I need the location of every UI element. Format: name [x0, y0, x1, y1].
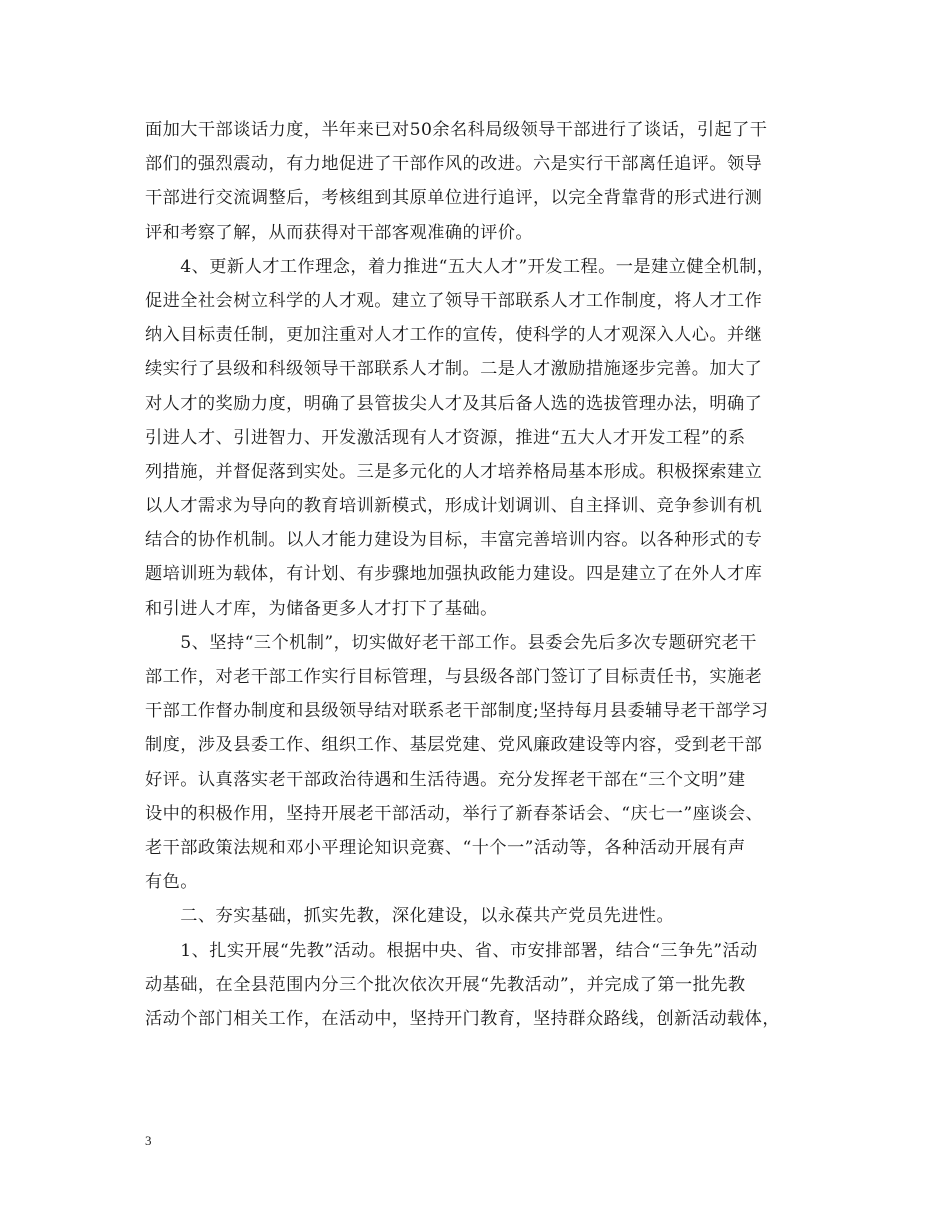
- text-line: 列措施，并督促落到实处。三是多元化的人才培养格局基本形成。积极探索建立: [145, 461, 763, 482]
- text-line: 干部工作督办制度和县级领导结对联系老干部制度;坚持每月县委辅导老干部学习: [145, 701, 769, 722]
- text-line: 1、扎实开展“先教”活动。根据中央、省、市安排部署，结合“三争先”活动: [145, 940, 758, 961]
- text-line: 干部进行交流调整后，考核组到其原单位进行追评，以完全背靠背的形式进行测: [145, 188, 763, 209]
- page-number: 3: [145, 1133, 152, 1148]
- text-line: 部工作，对老干部工作实行目标管理，与县级各部门签订了目标责任书，实施老: [145, 667, 763, 687]
- text-line: 以人才需求为导向的教育培训新模式，形成计划调训、自主择训、竞争参训有机: [145, 496, 763, 517]
- text-line: 面加大干部谈话力度，半年来已对50余名科局级领导干部进行了谈话，引起了干: [145, 120, 768, 140]
- text-line: 续实行了县级和科级领导干部联系人才制。二是人才激励措施逐步完善。加大了: [145, 359, 763, 380]
- text-line: 题培训班为载体，有计划、有步骤地加强执政能力建设。四是建立了在外人才库: [145, 564, 763, 585]
- document-body: [145, 113, 810, 1036]
- text-line: 好评。认真落实老干部政治待遇和生活待遇。充分发挥老干部在“三个文明”建: [145, 769, 746, 790]
- text-line: 4、更新人才工作理念，着力推进“五大人才”开发工程。一是建立健全机制，: [145, 256, 775, 277]
- text-line: 有色。: [145, 872, 198, 893]
- text-line: 活动个部门相关工作，在活动中，坚持开门教育，坚持群众路线，创新活动载体，: [145, 1008, 780, 1029]
- text-line: 制度，涉及县委工作、组织工作、基层党建、党风廉政建设等内容，受到老干部: [145, 735, 763, 756]
- text-line: 促进全社会树立科学的人才观。建立了领导干部联系人才工作制度，将人才工作: [145, 290, 763, 311]
- text-line: 老干部政策法规和邓小平理论知识竞赛、“十个一”活动等，各种活动开展有声: [145, 837, 746, 858]
- text-line: 对人才的奖励力度，明确了县管拔尖人才及其后备人选的选拔管理办法，明确了: [145, 393, 763, 414]
- text-line: 结合的协作机制。以人才能力建设为目标，丰富完善培训内容。以各种形式的专: [145, 530, 763, 551]
- text-line: 动基础，在全县范围内分三个批次依次开展“先教活动”，并完成了第一批先教: [145, 974, 746, 995]
- text-line: 纳入目标责任制，更加注重对人才工作的宣传，使科学的人才观深入人心。并继: [145, 325, 763, 346]
- text-line: 引进人才、引进智力、开发激活现有人才资源，推进“五大人才开发工程”的系: [145, 427, 746, 448]
- text-line: 设中的积极作用，坚持开展老干部活动，举行了新春茶话会、“庆七一”座谈会、: [145, 803, 764, 824]
- text-line: 二、夯实基础，抓实先教，深化建设，以永葆共产党员先进性。: [145, 906, 675, 927]
- text-line: 部们的强烈震动，有力地促进了干部作风的改进。六是实行干部离任追评。领导: [145, 154, 763, 175]
- text-line: 5、坚持“三个机制”，切实做好老干部工作。县委会先后多次专题研究老干: [145, 632, 757, 653]
- text-line: 和引进人才库，为储备更多人才打下了基础。: [145, 598, 498, 619]
- text-line: 评和考察了解，从而获得对干部客观准确的评价。: [145, 222, 534, 243]
